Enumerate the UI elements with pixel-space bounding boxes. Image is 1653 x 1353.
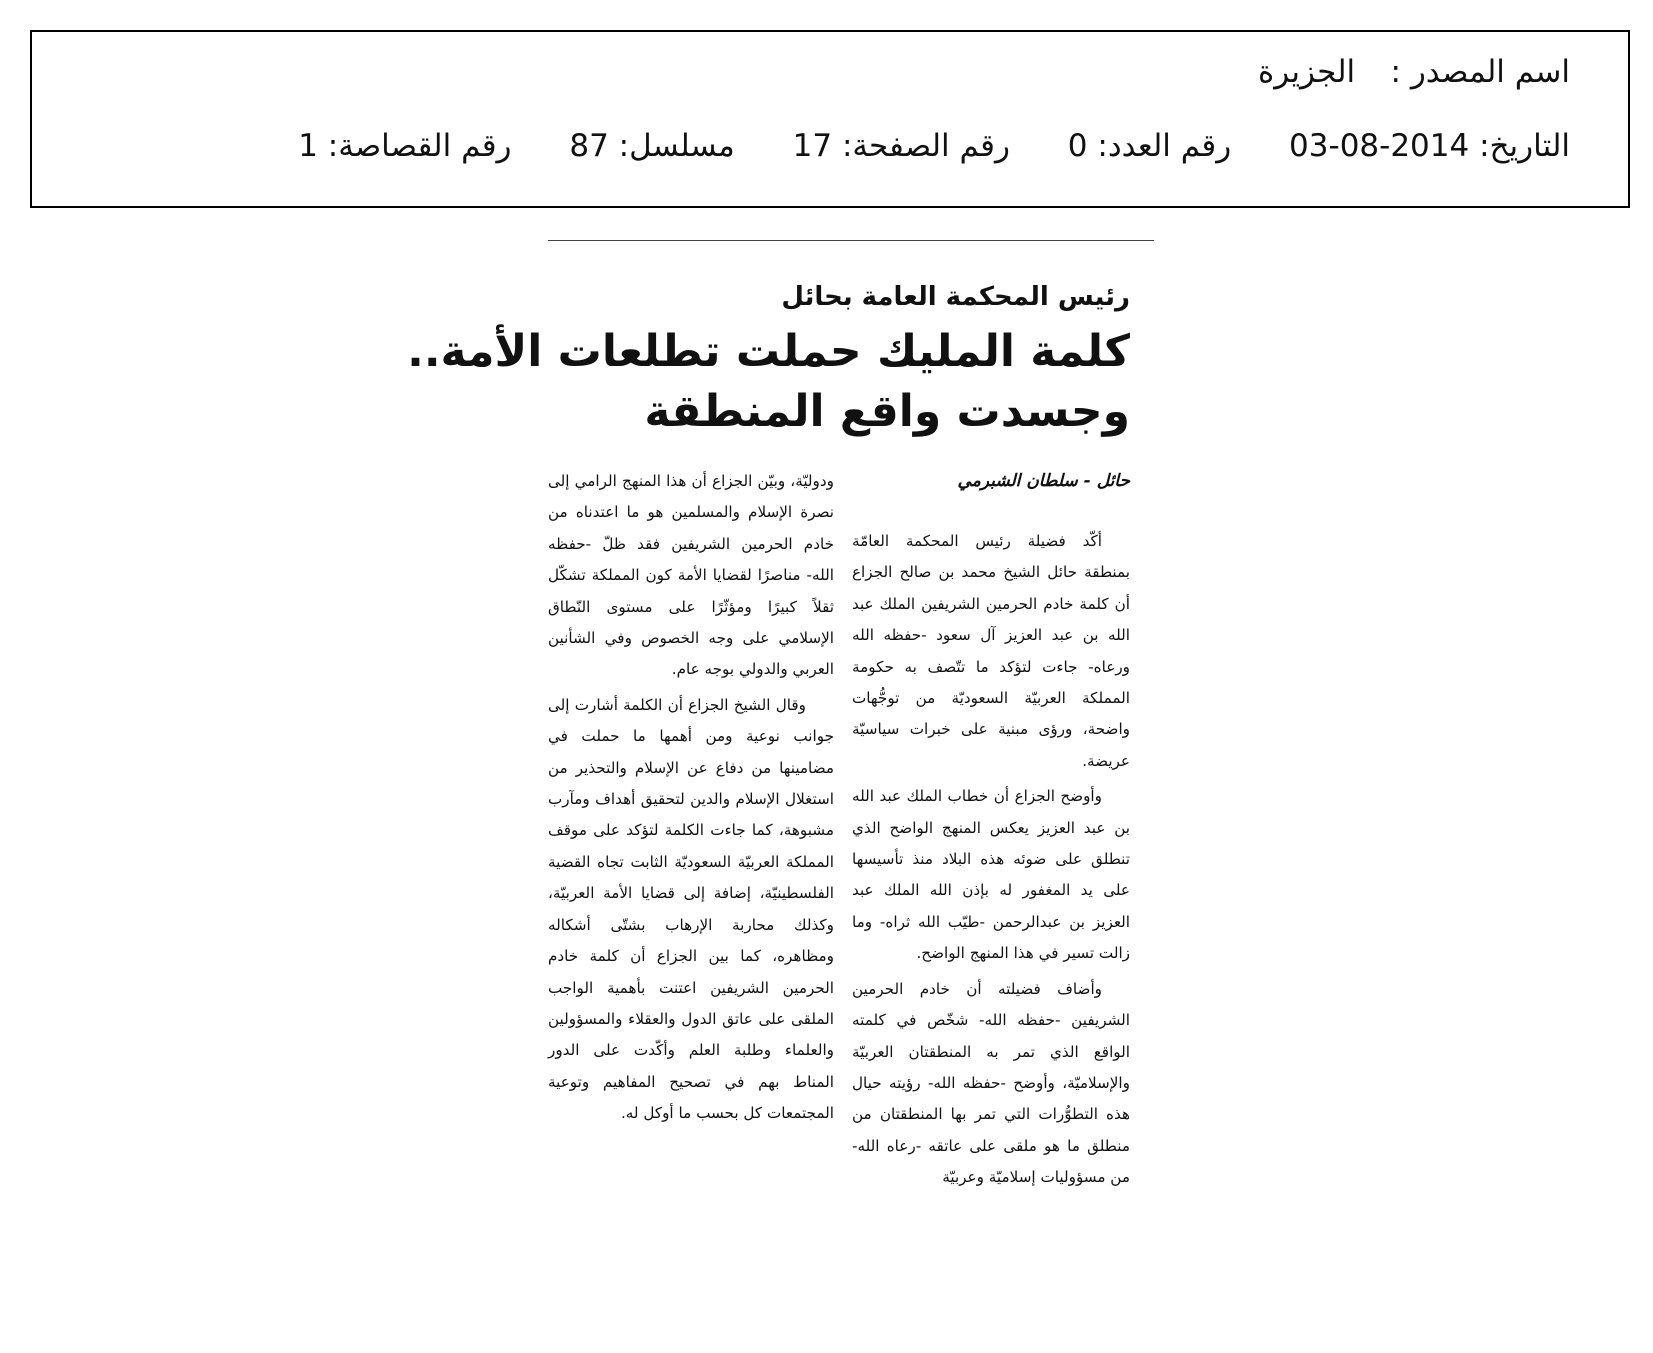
paragraph: وأضاف فضيلته أن خادم الحرمين الشريفين -حفظه الله- شخّص في كلمته الواقع الذي تمر به المنطقتان العربيّة والإسلاميّة، وأوضح -حفظه الله- رؤيته حيال هذه التطوُّرات التي تمر بها المنطقتان من منطلق ما هو ملقى على عاتقه -رعاه الله- من مسؤوليات إسلاميّة وعربيّة [852, 979, 1130, 1187]
paragraph: وقال الشيخ الجزاع أن الكلمة أشارت إلى جوانب نوعية ومن أهمها ما حملت في مضامينها من دفاع عن الإسلام والتحذير من استغلال الإسلام والدين لتحقيق أهداف ومآرب مشبوهة، كما جاءت الكلمة لتؤكد على موقف المملكة العربيّة السعوديّة الثابت تجاه القضية الفلسطينيّة، إضافة إلى قضايا الأمة العربيّة، وكذلك محاربة الإرهاب بشتّى أشكاله ومظاهره، كما بين الجزاع أن كلمة خادم الحرمين الشريفين اعتنت بأهمية الواجب الملقى على عاتق الدول والعقلاء والمسؤولين والعلماء وطلبة العلم وأكّدت على الدور المناط بهم في تصحيح المفاهيم وتوعية المجتمعات كل بحسب ما أوكل له. [548, 695, 834, 1123]
headline-line-1: كلمة المليك حملت تطلعات الأمة.. [407, 326, 1130, 377]
serial-field: مسلسل: 87 [569, 128, 735, 164]
article-clipping [407, 240, 1158, 1330]
metadata-row [72, 128, 1570, 164]
source-info-box [30, 30, 1630, 208]
article-column-left [548, 466, 834, 1134]
article-byline: حائل - سلطان الشبرمي [957, 471, 1130, 491]
page-number-field: رقم الصفحة: 17 [792, 128, 1010, 164]
date-field: التاريخ: 2014-08-03 [1289, 128, 1570, 164]
article-headline [407, 322, 1130, 442]
paragraph: أكّد فضيلة رئيس المحكمة العامّة بمنطقة حائل الشيخ محمد بن صالح الجزاع أن كلمة خادم الحرمين الشريفين الملك عبد الله بن عبد العزيز آل سعود -حفظه الله ورعاه- جاءت لتؤكد ما تتّصف به حكومة المملكة العربيّة السعوديّة من توجُّهات واضحة، ورؤى مبنية على خبرات سياسيّة عريضة. [852, 532, 1130, 770]
top-rule [548, 240, 1154, 241]
paragraph: ودوليّة، وبيّن الجزاع أن هذا المنهج الرامي إلى نصرة الإسلام والمسلمين هو ما اعتدناه من خادم الحرمين الشريفين فقد ظلّ -حفظه الله- مناصرًا لقضايا الأمة كون المملكة تشكّل ثقلاً كبيرًا ومؤثّرًا على مستوى النّطاق الإسلامي على وجه الخصوص وفي الشأنين العربي والدولي بوجه عام. [548, 472, 834, 679]
article-kicker: رئيس المحكمة العامة بحائل [781, 282, 1130, 312]
source-value: الجزيرة [1257, 54, 1356, 90]
source-row [72, 54, 1570, 90]
clip-number-field: رقم القصاصة: 1 [298, 128, 512, 164]
source-label: اسم المصدر : [1390, 54, 1570, 90]
issue-number-field: رقم العدد: 0 [1067, 128, 1232, 164]
article-column-right [852, 466, 1130, 1198]
paragraph: وأوضح الجزاع أن خطاب الملك عبد الله بن عبد العزيز يعكس المنهج الواضح الذي تنطلق على ضوئه هذه البلاد منذ تأسيسها على يد المغفور له بإذن الله الملك عبد العزيز بن عبدالرحمن -طيّب الله ثراه- وما زالت تسير في هذا المنهج الواضح. [852, 787, 1130, 963]
headline-line-2: وجسدت واقع المنطقة [644, 386, 1130, 437]
